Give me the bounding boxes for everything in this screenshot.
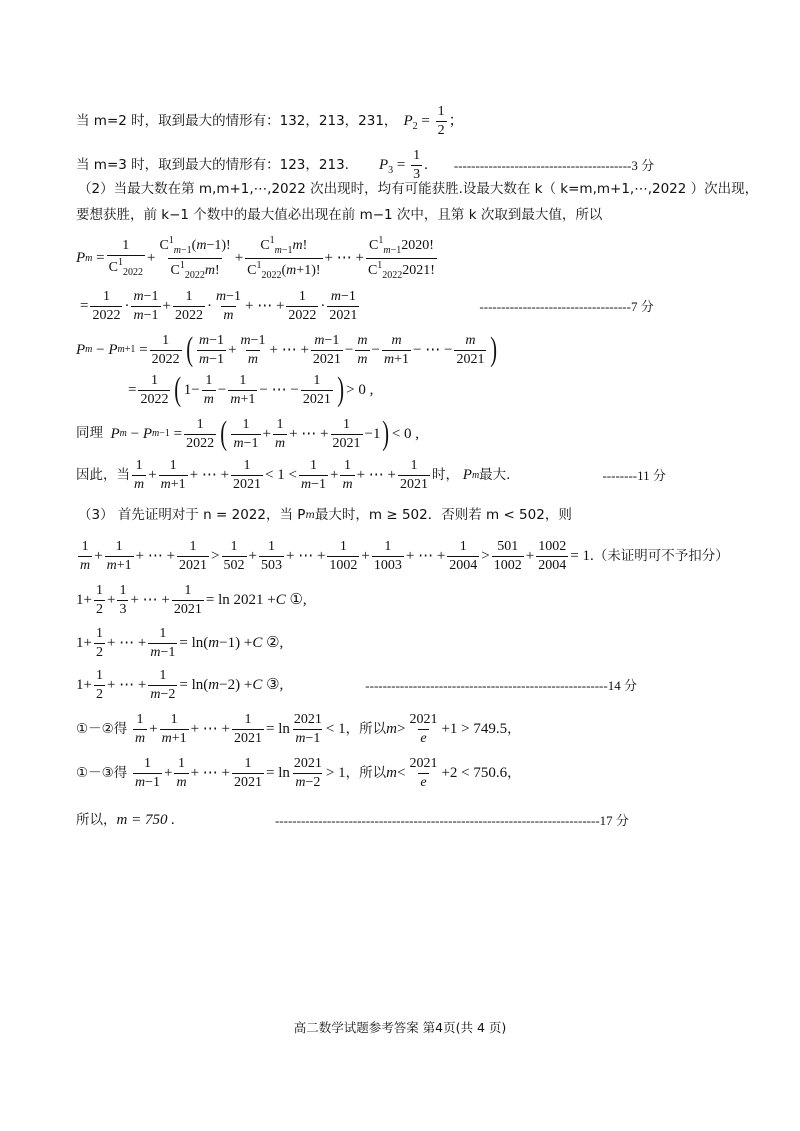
subtract-1-2-label: ①－②得 <box>76 720 128 737</box>
subtract-1-3-label: ①－③得 <box>76 764 128 781</box>
part2-intro <box>78 183 758 197</box>
score-14: --------------------------------------------------------14 分 <box>365 678 637 693</box>
yinci-suffix2: 最大. <box>479 466 511 483</box>
p2-formula: $P_2$ = $\frac{1}{2}$ ； <box>403 104 464 138</box>
part2-intro-2 <box>76 209 602 223</box>
tongli-label: 同理 <box>76 425 103 442</box>
lower-bound-proof: $\frac{1}{m}$ + $\frac{1}{m+1}$ + ⋯ + $\frac{1}{2021}$ > $\frac{1}{502}$ + $\frac{1}{503}$ + ⋯ + $\frac{1}{1002}$ + $\frac{1}{1003}$ + ⋯ + $\frac{1}{2004}$ > $\frac{501}{1002}$ + $\frac{1002}{2004}$ = 1. （未证明可不予扣分） <box>80 539 729 573</box>
subtract-1-3-mid: ，所以 <box>345 764 387 781</box>
p3-formula: $P_3$ = $\frac{1}{3}$ . <box>378 148 428 182</box>
conclusion-line: 因此，当 $\frac{1}{m}$ + $\frac{1}{m+1}$ + ⋯ + $\frac{1}{2021}$ < 1 < $\frac{1}{m-1}$ + $\frac{1}{m}$ + ⋯ + $\frac{1}{2021}$ 时， P m 最大. --------11 分 <box>76 458 666 492</box>
final-answer <box>76 813 629 828</box>
pm-simplified: = $\frac{1}{2022}$ · $\frac{m-1}{m-1}$ + $\frac{1}{2022}$ · $\frac{m-1}{m}$ + ⋯ + $\frac{1}{2022}$ · $\frac{m-1}{2021}$ -----------------------------------7 分 <box>80 289 654 323</box>
line-m2 <box>76 105 464 138</box>
equation-3: 1+ $\frac{1}{2}$ + ⋯ + $\frac{1}{m-2}$ = ln( m −2) + C ③, --------------------------------------------------------14 分 <box>76 668 637 702</box>
score-17: ---------------------------------------------------------------------------17 分 <box>274 813 629 828</box>
page-footer: 高二数学试题参考答案 第4页(共 4 页) <box>293 1020 507 1035</box>
part2-intro-text: （2）当最大数在第 m,m+1,⋯,2022 次出现时，均有可能获胜.设最大数在 k（ k=m,m+1,⋯,2022 ）次出现， <box>78 181 759 197</box>
score-3: -----------------------------------------3 分 <box>453 158 655 173</box>
line-m3 <box>76 149 654 182</box>
part2-intro-2-text: 要想获胜，前 k−1 个数中的最大值必出现在前 m−1 次中，且第 k 次取到最大值，所以 <box>76 207 603 223</box>
part3-intro-text: （3） 首先证明对于 n = 2022，当 P <box>78 507 306 523</box>
subtract-1-2-end: ， <box>507 720 521 737</box>
final-label: 所以， <box>76 811 117 828</box>
yinci-label: 因此，当 <box>76 466 130 483</box>
part3-intro-text2: 最大时，m ≥ 502．否则若 m < 502，则 <box>314 507 572 523</box>
equation-2: 1+ $\frac{1}{2}$ + ⋯ + $\frac{1}{m-1}$ = ln( m −1) + C ②, <box>76 626 284 660</box>
pm-formula: P m = $\frac{1}{C^1_{2022}}$ + $\frac{C^1_{m-1}(m-1)!}{C^1_{2022}m!}$ + $\frac{C^1_{m-1}m!}{C^1_{2022}(m+1)!}$ + ⋯ + $\frac{C^1_{m-1}2020!}{C^1_{2022}2021!}$ <box>76 235 435 281</box>
subtract-1-3-end: ， <box>507 764 521 781</box>
part3-intro: （3） 首先证明对于 n = 2022，当 P m 最大时，m ≥ 502．否则若 m < 502，则 <box>78 507 572 523</box>
pm-diff-next-2: = $\frac{1}{2022}$ ( 1− $\frac{1}{m}$ − $\frac{1}{m+1}$ − ⋯ − $\frac{1}{2021}$ ) > 0 , <box>128 371 374 408</box>
line-m2-text: 当 m=2 时，取到最大的情形有：132，213，231， <box>76 112 398 129</box>
pm-diff-next: P m − P m+1 = $\frac{1}{2022}$ ( $\frac{m-1}{m-1}$ + $\frac{m-1}{m}$ + ⋯ + $\frac{m-1}{2021}$ − $\frac{m}{m}$ − $\frac{m}{m+1}$ − ⋯ − $\frac{m}{2021}$ ) <box>76 331 498 368</box>
score-7: -----------------------------------7 分 <box>479 299 654 314</box>
line-m3-text: 当 m=3 时，取到最大的情形有：123，213. <box>76 156 349 173</box>
pm-diff-prev: 同理 P m − P m−1 = $\frac{1}{2022}$ ( $\frac{1}{m-1}$ + $\frac{1}{m}$ + ⋯ + $\frac{1}{2021}$ −1 ) < 0 , <box>76 415 420 452</box>
unproved-note: （未证明可不予扣分） <box>593 547 729 564</box>
yinci-suffix: 时， <box>432 466 460 483</box>
score-11: --------11 分 <box>602 468 666 483</box>
subtract-1-2: ①－②得 $\frac{1}{m}$ + $\frac{1}{m+1}$ + ⋯ + $\frac{1}{2021}$ = ln $\frac{2021}{m-1}$ < 1 ，所以 m > $\frac{2021}{e}$ +1 > 749.5 ， <box>76 712 521 746</box>
equation-1: 1+ $\frac{1}{2}$ + $\frac{1}{3}$ + ⋯ + $\frac{1}{2021}$ = ln 2021 + C ①, <box>76 583 307 617</box>
final-value: m = 750 . <box>116 812 175 828</box>
subtract-1-3: ①－③得 $\frac{1}{m-1}$ + $\frac{1}{m}$ + ⋯ + $\frac{1}{2021}$ = ln $\frac{2021}{m-2}$ > 1 ，所以 m < $\frac{2021}{e}$ +2 < 750.6 ， <box>76 756 521 790</box>
subtract-1-2-mid: ，所以 <box>345 720 387 737</box>
